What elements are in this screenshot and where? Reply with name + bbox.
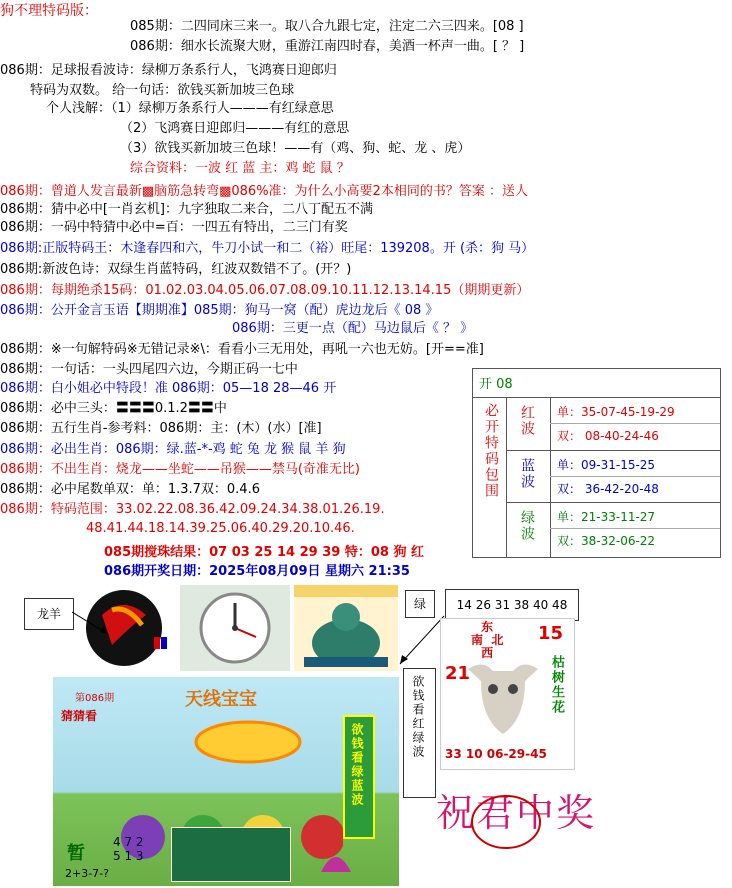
content-line: 086期：必出生肖：086期：绿.蓝-*-鸡 蛇 兔 龙 猴 鼠 羊 狗	[0, 442, 346, 457]
teletubbies-grid: 4 7 2 5 1 3	[113, 835, 144, 863]
cow-image	[440, 618, 575, 770]
teletubbies-hint: 暂	[67, 843, 85, 864]
wave-even-numbers: 双：38-32-06-22	[557, 534, 656, 548]
content-line: 综合资料：一波 红 蓝 主：鸡 蛇 鼠 ？	[130, 161, 350, 176]
callout-numbers: 14 26 31 38 40 48	[445, 589, 579, 621]
callout-money: 欲钱看红绿波	[403, 668, 436, 798]
teletubbies-issue: 第086期	[75, 693, 115, 704]
teletubbies-side-text: 欲钱看绿蓝波	[350, 723, 364, 807]
cow-directions: 东 南 北 西	[471, 620, 504, 660]
table-header: 开 08	[479, 377, 513, 392]
content-line: 086期：曾道人发言最新▩脑筋急转弯▩086%准：为什么小高要2本相同的书？答案 ：送人	[0, 184, 528, 199]
cow-side: 枯树生花	[549, 655, 564, 715]
content-line: 086期：三更一点（配）马边鼠后《 ？ 》	[232, 321, 474, 336]
content-line: 086期：白小姐必中特段！准 086期：05—18 28—46 开	[0, 381, 337, 396]
wave-odd-numbers: 单：09-31-15-25	[557, 458, 656, 472]
content-line: 086期：猜中必中[一肖玄机]：九字独取二来合，二八丁配五不满	[0, 202, 373, 217]
content-line: 086期：细水长流聚大财，重游江南四时春，美酒一杯声一曲。[ ？ ]	[130, 39, 525, 54]
callout-green: 绿	[405, 590, 435, 618]
content-line: 086期:新波色诗：双绿生肖蓝特码，红波双数错不了。(开？)	[0, 262, 352, 277]
content-line: 086期：特码范围：33.02.22.08.36.42.09.24.34.38.01.26.19.	[0, 502, 385, 517]
cow-num-21: 21	[445, 663, 471, 684]
content-line: （3）欲钱买新加坡三色球！——有（鸡、狗、蛇、龙 、虎）	[120, 141, 471, 156]
cow-num-15: 15	[538, 623, 564, 644]
content-line: 086期：每期绝杀15码：01.02.03.04.05.06.07.08.09.10.11.12.13.14.15（期期更新）	[0, 283, 530, 298]
content-line: 086期：必中尾数单双：单：1.3.7双：0.4.6	[0, 482, 260, 497]
draw-result: 085期搅珠结果：07 03 25 14 29 39 特：08 狗 红	[104, 545, 424, 560]
teletubbies-formula: 2+3-7-?	[65, 867, 109, 880]
wave-even-numbers: 双： 08-40-24-46	[557, 429, 659, 443]
content-line: 特码为双数。 给一句话：欲钱买新加坡三色球	[30, 83, 295, 98]
content-line: 086期：一码中特猜中必中=百：一四五有特出，二三门有奖	[0, 220, 348, 235]
wave-odd-numbers: 单：35-07-45-19-29	[557, 405, 675, 419]
clock-image	[180, 585, 290, 671]
seal-stamp	[468, 792, 544, 852]
content-line: 086期：足球报看波诗：绿柳万条系行人，飞鸿赛日迎郎归	[0, 63, 337, 78]
wave-color-label: 绿波	[519, 510, 535, 542]
teletubbies-sub: 猜猜看	[61, 709, 98, 723]
cow-bottom: 33 10 06-29-45	[445, 747, 547, 761]
wave-color-label: 红波	[519, 405, 535, 437]
page-header: 狗不理特码版：	[0, 3, 98, 19]
wave-even-numbers: 双： 36-42-20-48	[557, 482, 659, 496]
content-line: （2）飞鸿赛日迎郎归———有红的意思	[120, 121, 350, 136]
content-line: 086期：不出生肖：烧龙——坐蛇——吊猴——禁马(奇准无比)	[0, 462, 360, 477]
content-line: 48.41.44.18.14.39.25.06.40.29.20.10.46.	[86, 521, 355, 536]
wave-color-label: 蓝波	[519, 458, 535, 490]
content-line: 086期：公开金言玉语【期期准】085期：狗马一窝（配）虎边龙后《 08 》	[0, 303, 439, 318]
wave-odd-numbers: 单：21-33-11-27	[557, 510, 656, 524]
table-left-label: 必开特码包围	[483, 403, 499, 499]
blessing-text: 祝君中奖	[436, 791, 597, 835]
content-line: 086期:正版特码王：木逢春四和六，牛刀小试一和二（裕）旺尾：139208。开 (杀：狗 马）	[0, 241, 535, 256]
teletubbies-image	[53, 677, 399, 886]
callout-dragon-sheep: 龙羊	[24, 598, 74, 630]
content-line: 085期：二四同床三来一。取八合九跟七定，注定二六三四来。[08 ]	[130, 19, 524, 34]
next-draw-date: 086期开奖日期：2025年08月09日 星期六 21:35	[104, 564, 410, 579]
content-line: 086期：一句话：一头四尾四六边，今期正码一七中	[0, 362, 298, 377]
teletubbies-title: 天线宝宝	[185, 689, 257, 710]
content-line: 086期：五行生肖-参考料：086期：主：(木）(水）[准]	[0, 421, 322, 436]
color-wave-table	[472, 368, 721, 558]
content-line: 086期：※一句解特码※无错记录※\：看看小三无用处，再吼一六也无妨。[开==准]	[0, 342, 484, 357]
content-line: 个人浅解：（1）绿柳万条系行人———有红绿意思	[46, 101, 334, 116]
content-line: 086期：必中三头：〓〓〓0.1.2〓〓中	[0, 401, 227, 416]
buddha-image	[294, 585, 398, 671]
